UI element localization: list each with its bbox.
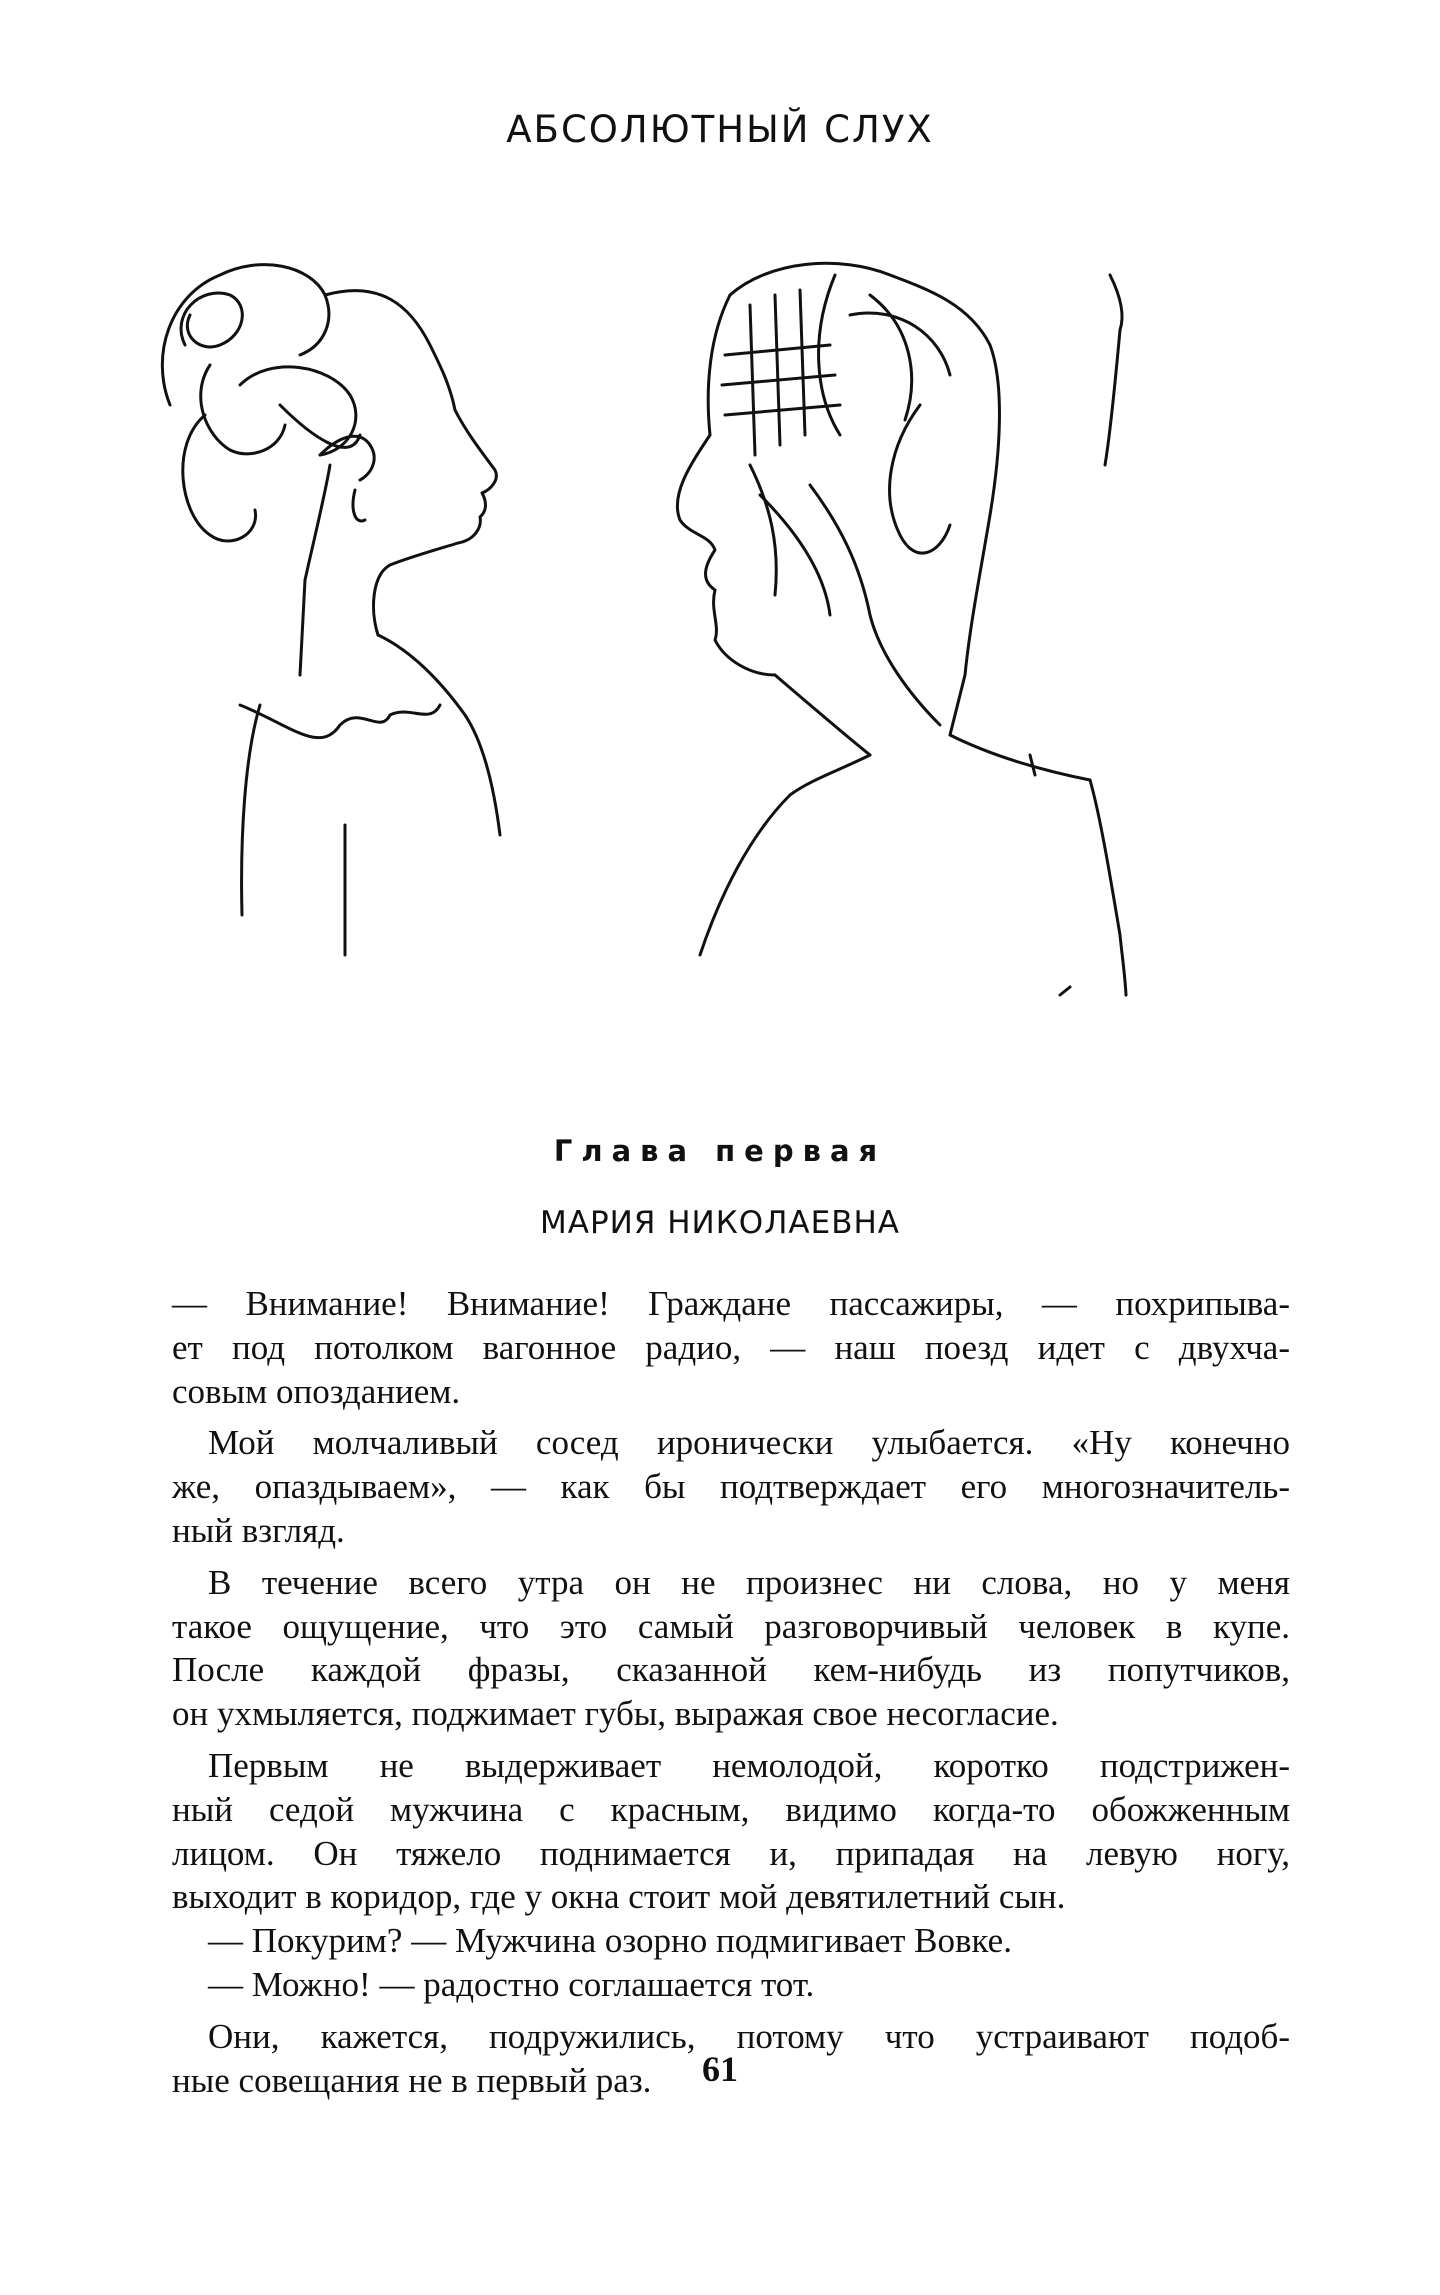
- text-line: же, опаздываем», — как бы подтверждает его многозначитель-: [172, 1467, 1290, 1507]
- text-line: В течение всего утра он не произнес ни слова, но у меня: [208, 1562, 1290, 1602]
- body-text: [172, 1282, 1290, 2102]
- text-line: ные совещания не в первый раз.: [172, 2060, 652, 2100]
- text-line: — Покурим? — Мужчина озорно подмигивает Вовке.: [208, 1921, 1012, 1961]
- woman-sketch: [162, 265, 500, 955]
- text-line: ет под потолком вагонное радио, — наш поезд идет с двухча-: [172, 1327, 1290, 1367]
- section-title: МАРИЯ НИКОЛАЕВНА: [539, 1205, 901, 1241]
- page-title: АБСОЛЮТНЫЙ СЛУХ: [506, 108, 934, 151]
- text-line: ный взгляд.: [172, 1510, 345, 1550]
- man-sketch: [677, 263, 1126, 995]
- text-line: совым опозданием.: [172, 1371, 461, 1411]
- text-line: — Можно! — радостно соглашается тот.: [208, 1964, 815, 2004]
- text-line: ный седой мужчина с красным, видимо когда-то обожженным: [172, 1789, 1290, 1829]
- text-line: Первым не выдерживает немолодой, коротко подстрижен-: [208, 1745, 1290, 1785]
- page-number: 61: [702, 2049, 738, 2089]
- text-line: Мой молчаливый сосед иронически улыбается. «Ну конечно: [208, 1423, 1290, 1463]
- text-line: такое ощущение, что это самый разговорчивый человек в купе.: [172, 1606, 1290, 1646]
- chapter-label: Глава первая: [553, 1134, 887, 1168]
- text-line: выходит в коридор, где у окна стоит мой девятилетний сын.: [172, 1877, 1066, 1917]
- illustration: [110, 235, 1310, 1045]
- text-line: После каждой фразы, сказанной кем-нибудь из попутчиков,: [172, 1650, 1290, 1690]
- text-line: лицом. Он тяжело поднимается и, припадая на левую ногу,: [172, 1833, 1290, 1873]
- text-line: Они, кажется, подружились, потому что устраивают подоб-: [208, 2016, 1290, 2056]
- text-line: он ухмыляется, поджимает губы, выражая свое несогласие.: [172, 1694, 1059, 1734]
- text-line: — Внимание! Внимание! Граждане пассажиры, — похрипыва-: [172, 1284, 1290, 1323]
